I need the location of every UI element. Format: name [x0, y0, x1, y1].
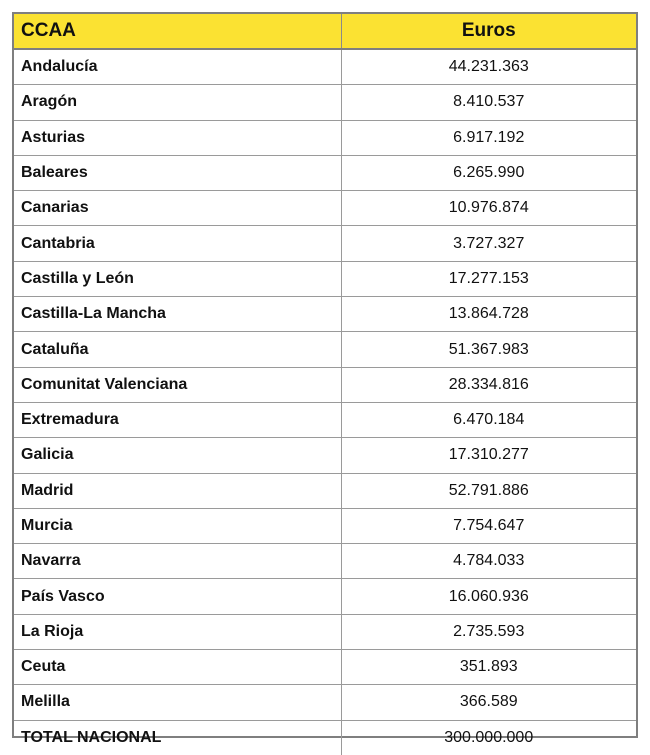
- amount-cell: 6.265.990: [341, 155, 636, 190]
- table-row: [14, 544, 636, 579]
- amount-cell: 6.917.192: [341, 120, 636, 155]
- funding-table-container: [12, 12, 638, 746]
- region-cell: Asturias: [14, 120, 341, 155]
- amount-cell: 16.060.936: [341, 579, 636, 614]
- table-row: [14, 685, 636, 720]
- amount-cell: 52.791.886: [341, 473, 636, 508]
- table-row: [14, 120, 636, 155]
- amount-cell: 6.470.184: [341, 402, 636, 437]
- region-cell: Baleares: [14, 155, 341, 190]
- amount-cell: 28.334.816: [341, 367, 636, 402]
- amount-cell: 13.864.728: [341, 297, 636, 332]
- table-row: [14, 85, 636, 120]
- table-body: [14, 49, 636, 755]
- region-cell: Cantabria: [14, 226, 341, 261]
- region-cell: Ceuta: [14, 650, 341, 685]
- region-cell: Comunitat Valenciana: [14, 367, 341, 402]
- region-cell: Melilla: [14, 685, 341, 720]
- column-header-region: CCAA: [14, 14, 341, 49]
- table-row: [14, 438, 636, 473]
- table-row: [14, 614, 636, 649]
- amount-cell: 3.727.327: [341, 226, 636, 261]
- amount-cell: 2.735.593: [341, 614, 636, 649]
- region-cell: Castilla-La Mancha: [14, 297, 341, 332]
- amount-cell: 300.000.000: [444, 728, 534, 746]
- region-cell: Castilla y León: [14, 261, 341, 296]
- table-row: [14, 332, 636, 367]
- region-cell: Murcia: [14, 508, 341, 543]
- table-row: [14, 650, 636, 685]
- region-cell: Aragón: [14, 85, 341, 120]
- region-cell: Canarias: [14, 191, 341, 226]
- region-cell: TOTAL NACIONAL: [14, 720, 341, 755]
- amount-cell: 366.589: [341, 685, 636, 720]
- region-cell: La Rioja: [14, 614, 341, 649]
- region-cell: Cataluña: [14, 332, 341, 367]
- table-row: [14, 579, 636, 614]
- amount-cell: 17.310.277: [341, 438, 636, 473]
- region-cell: Andalucía: [14, 49, 341, 85]
- amount-cell: 51.367.983: [341, 332, 636, 367]
- amount-cell: 10.976.874: [341, 191, 636, 226]
- table-row: [14, 155, 636, 190]
- column-header-amount: Euros: [341, 14, 636, 49]
- table-row: [14, 508, 636, 543]
- table-row: [14, 402, 636, 437]
- table-row: [14, 473, 636, 508]
- table-row: [14, 49, 636, 85]
- region-cell: Extremadura: [14, 402, 341, 437]
- funding-table: [14, 14, 636, 755]
- amount-cell: 17.277.153: [341, 261, 636, 296]
- amount-cell: 8.410.537: [341, 85, 636, 120]
- region-cell: País Vasco: [14, 579, 341, 614]
- table-header: [14, 14, 636, 49]
- region-cell: Galicia: [14, 438, 341, 473]
- header-row: [14, 14, 636, 49]
- table-row: [14, 191, 636, 226]
- amount-cell: 44.231.363: [341, 49, 636, 85]
- table-row: [14, 367, 636, 402]
- table-row: [14, 226, 636, 261]
- amount-cell: 4.784.033: [341, 544, 636, 579]
- amount-cell: 7.754.647: [341, 508, 636, 543]
- table-row: [14, 297, 636, 332]
- total-row: [14, 720, 636, 755]
- region-cell: Navarra: [14, 544, 341, 579]
- region-cell: Madrid: [14, 473, 341, 508]
- table-row: [14, 261, 636, 296]
- amount-cell: 351.893: [341, 650, 636, 685]
